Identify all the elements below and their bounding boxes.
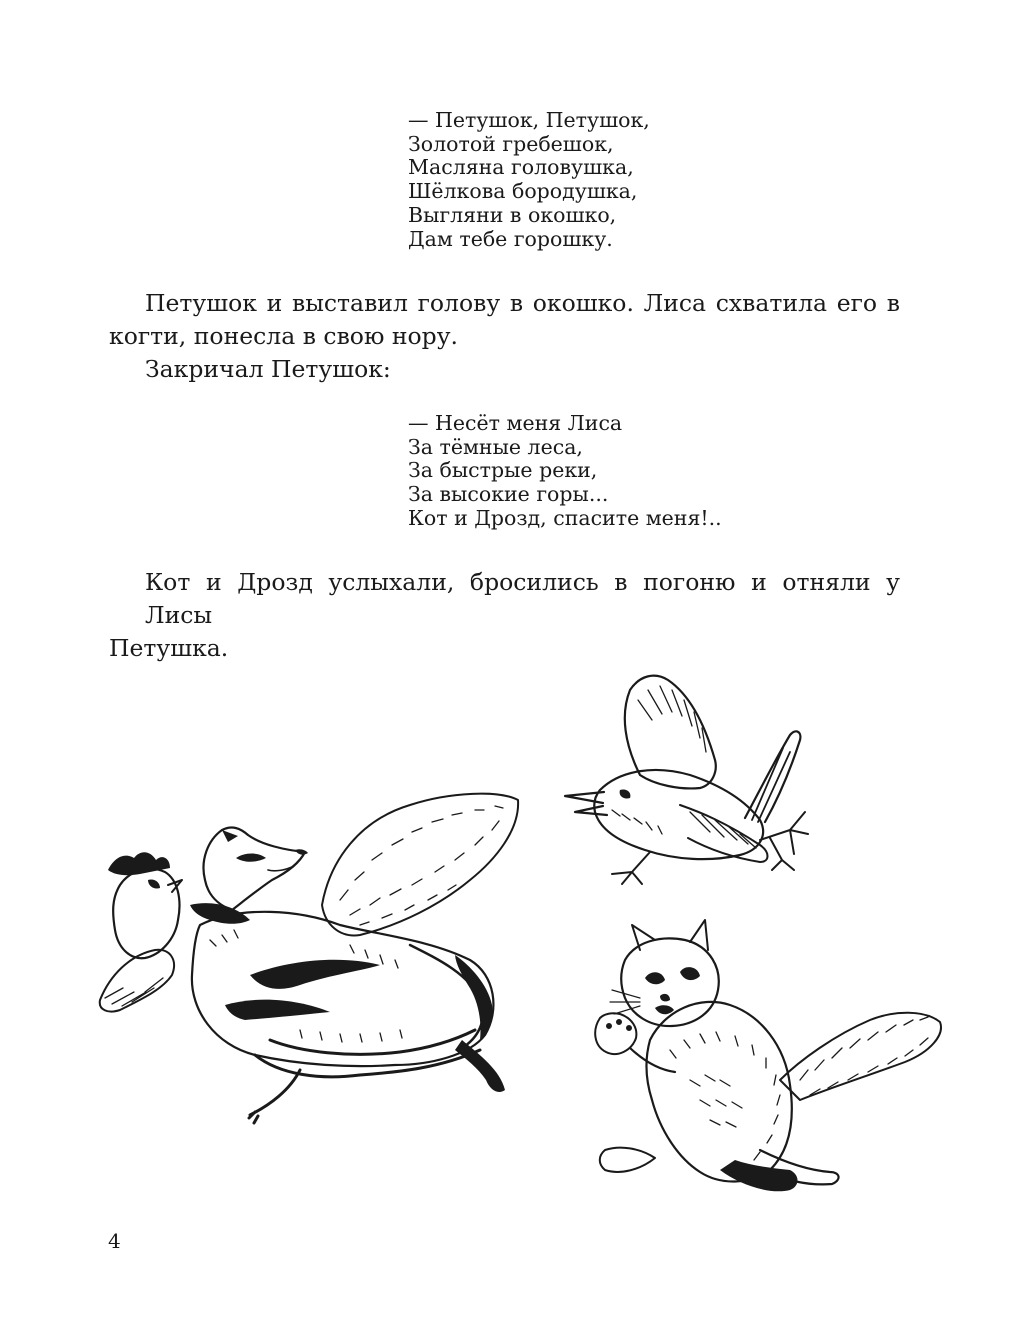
verse-line: Дам тебе горошку. <box>408 226 613 251</box>
paragraph-line: Петушка. <box>109 634 229 662</box>
page-number: 4 <box>108 1229 121 1253</box>
fox-with-rooster-figure <box>100 794 518 1123</box>
paragraph-line: когти, понесла в свою нору. <box>109 322 459 350</box>
paragraph-line: Кот и Дрозд услыхали, бросились в погоню и отняли у Лисы <box>145 568 900 629</box>
paragraph-line: Петушок и выставил голову в окошко. Лиса схватила его в <box>145 289 900 317</box>
verse-line: За быстрые реки, <box>408 458 598 483</box>
verse-line: — Петушок, Петушок, <box>408 108 650 132</box>
cat-figure <box>595 920 941 1191</box>
verse-line: Шёлкова бородушка, <box>408 179 638 204</box>
verse-line: За тёмные леса, <box>408 434 583 459</box>
verse-line: За высокие горы... <box>408 482 609 507</box>
paragraph-line: Закричал Петушок: <box>145 355 391 383</box>
verse-line: Золотой гребешок, <box>408 131 614 156</box>
verse-line: Выгляни в окошко, <box>408 202 617 227</box>
thrush-bird-figure <box>565 676 808 884</box>
verse-line: — Несёт меня Лиса <box>408 411 623 435</box>
verse-line: Масляна головушка, <box>408 155 634 180</box>
verse-line: Кот и Дрозд, спасите меня!.. <box>408 505 722 530</box>
